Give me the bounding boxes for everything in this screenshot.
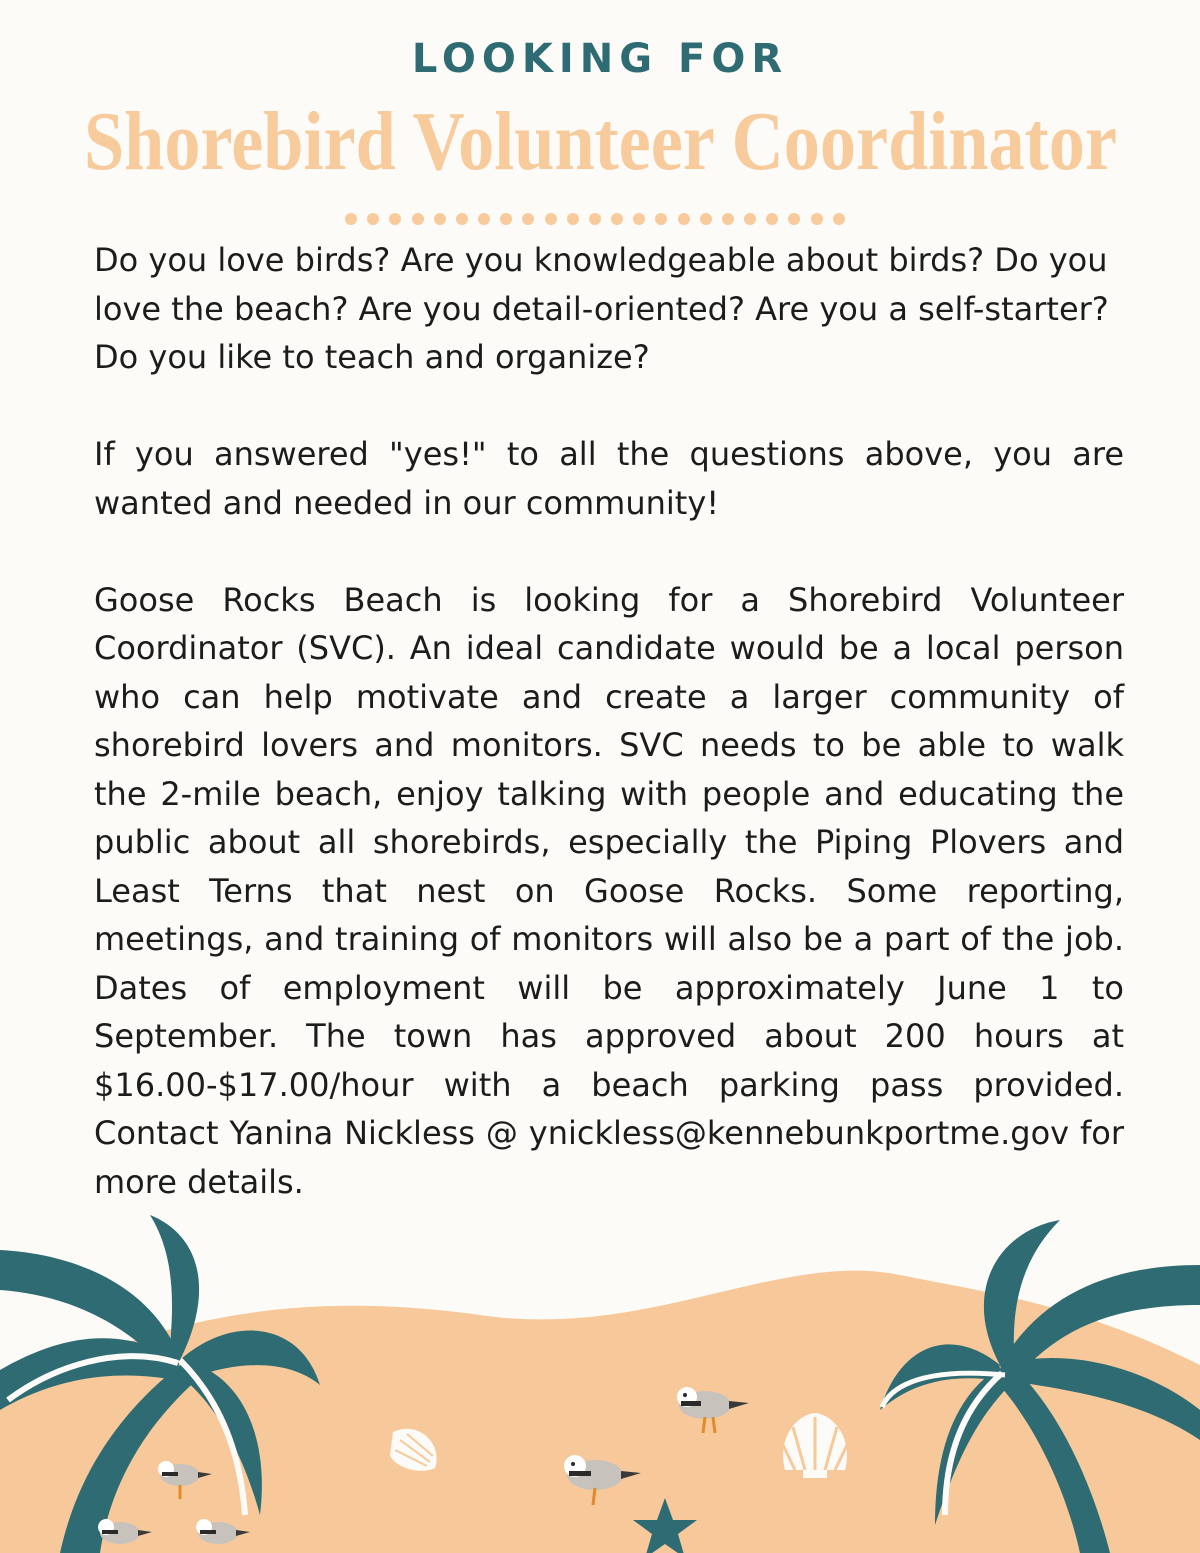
body-text — [94, 236, 1124, 1255]
dot-divider — [345, 213, 845, 227]
page-title: Shorebird Volunteer Coordinator — [84, 95, 1117, 188]
answer-paragraph: If you answered "yes!" to all the questions above, you are wanted and needed in our community! — [94, 435, 1124, 522]
job-description-paragraph: Goose Rocks Beach is looking for a Shorebird Volunteer Coordinator (SVC). An ideal candidate would be a local person who can help motivate and create a larger community of shorebird lovers and monitors. SVC needs to be able to walk the 2-mile beach, enjoy talking with people and educating the public about all shorebirds, especially the Piping Plovers and Least Terns that nest on Goose Rocks. Some reporting, meetings, and training of monitors will also be a part of the job. Dates of employment will be approximately June 1 to September. The town has approved about 200 hours at $16.00-$17.00/hour with a beach parking pass provided. Contact Yanina Nickless @ ynickless@kennebunkportme.gov for more details. — [94, 580, 1124, 1201]
kicker-heading: LOOKING FOR — [411, 36, 789, 82]
beach-illustration — [0, 1195, 1200, 1553]
intro-paragraph: Do you love birds? Are you knowledgeable about birds? Do you love the beach? Are you detail-oriented? Are you a self-starter? Do you like to teach and organize? — [94, 241, 1109, 376]
